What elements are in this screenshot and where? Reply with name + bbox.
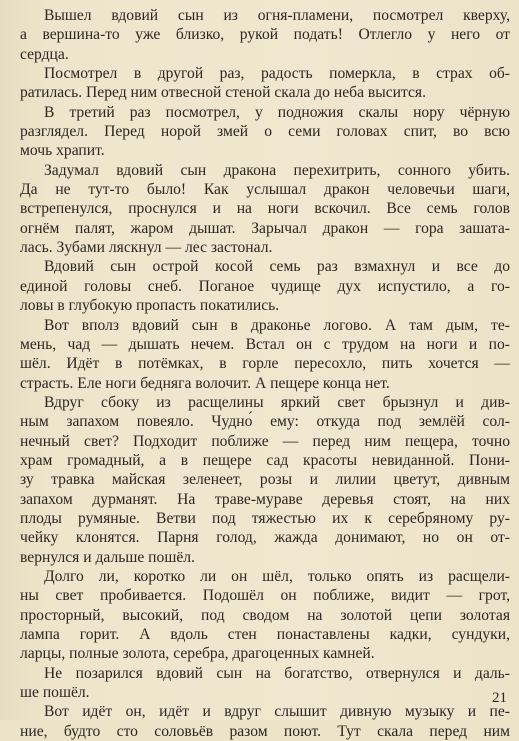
text-line: сердца.: [20, 45, 69, 63]
text-line: единой головы снеб. Поганое чудище дух испустило, а го-: [20, 277, 510, 295]
text-line: а вершина-то уже близко, рукой подать! Отлегло у него от: [20, 26, 510, 44]
text-line: Да не тут-то было! Как услышал дракон человечьи шаги,: [20, 181, 510, 199]
text-line: ше пошёл.: [20, 684, 90, 702]
text-line: запахом дурманят. На траве-мураве деревья стоят, на них: [20, 490, 510, 508]
text-line: страсть. Еле ноги бедняга волочит. А пещере конца нет.: [20, 374, 390, 392]
text-line: Посмотрел в другой раз, радость померкла, в страх об-: [44, 65, 510, 83]
text-line: ратилась. Перед ним отвесной стеной скала до неба высится.: [20, 84, 427, 102]
text-line: чейку клонятся. Парня голод, жажда донимают, но он от-: [20, 529, 510, 547]
text-line: Не позарился вдовий сын на богатство, отвернулся и даль-: [44, 664, 510, 682]
text-line: Вот идёт он, идёт и вдруг слышит дивную музыку и пе-: [44, 703, 510, 721]
text-line: В третий раз посмотрел, у подножия скалы нору чёрную: [44, 103, 510, 121]
text-line: Задумал вдовий сын дракона перехитрить, сонного убить.: [44, 161, 510, 179]
text-line: вернулся и дальше пошёл.: [20, 548, 195, 566]
text-line: Вдовий сын острой косой семь раз взмахнул и все до: [44, 258, 510, 276]
text-line: шёл. Идёт в потёмках, в горле пересохло, пить хочется —: [20, 355, 510, 373]
text-line: ны свет пробивается. Подошёл он поближе, видит — грот,: [20, 587, 510, 605]
text-line: ларцы, полные золота, серебра, драгоценных камней.: [20, 645, 375, 663]
text-line: Вдруг сбоку из расщелины яркий свет брызнул и див-: [44, 393, 510, 411]
text-line: огнём палят, жаром дышат. Зарычал дракон — гора зашата-: [20, 219, 510, 237]
text-line: мень, чад — дышать нечем. Встал он с трудом на ноги и по-: [20, 335, 510, 353]
text-line: мочь храпит.: [20, 142, 105, 160]
text-line: зу травка майская зеленеет, розы и лилии цветут, дивным: [20, 471, 510, 489]
text-line: ловы в глубокую пропасть покатились.: [20, 297, 280, 315]
text-line: просторный, высокий, под сводом на золотой цепи золотая: [20, 606, 510, 624]
text-line: ние, будто сто соловьёв разом поют. Тут скала перед ним: [20, 722, 510, 740]
text-line: Вот вполз вдовий сын в драконье логово. А там дым, те-: [44, 316, 510, 334]
text-line: разглядел. Перед норой змей о семи головах спит, во всю: [20, 123, 510, 141]
text-line: лампа горит. А вдоль стен понаставлены кадки, сундуки,: [20, 626, 510, 643]
text-line: нечный свет? Подходит поближе — перед ним пещера, точно: [20, 432, 510, 450]
text-line: лась. Зубами ляскнул — лес застонал.: [20, 239, 273, 257]
page-text: [20, 6, 510, 741]
text-line: храм громадный, а в пещере сад красоты невиданной. Пони-: [20, 451, 510, 469]
text-line: плоды румяные. Ветви под тяжестью их к серебряному ру-: [20, 509, 510, 527]
text-line: встрепенулся, проснулся и на ноги вскочил. Все семь голов: [20, 200, 510, 218]
text-line: Вышел вдовий сын из огня-пламени, посмотрел кверху,: [44, 7, 510, 24]
text-line: Долго ли, коротко ли он шёл, только опять из расщели-: [44, 567, 510, 585]
page-number: 21: [492, 690, 507, 706]
text-line: ным запахом повеяло. Чудно́ ему: откуда под землёй сол-: [20, 413, 510, 431]
